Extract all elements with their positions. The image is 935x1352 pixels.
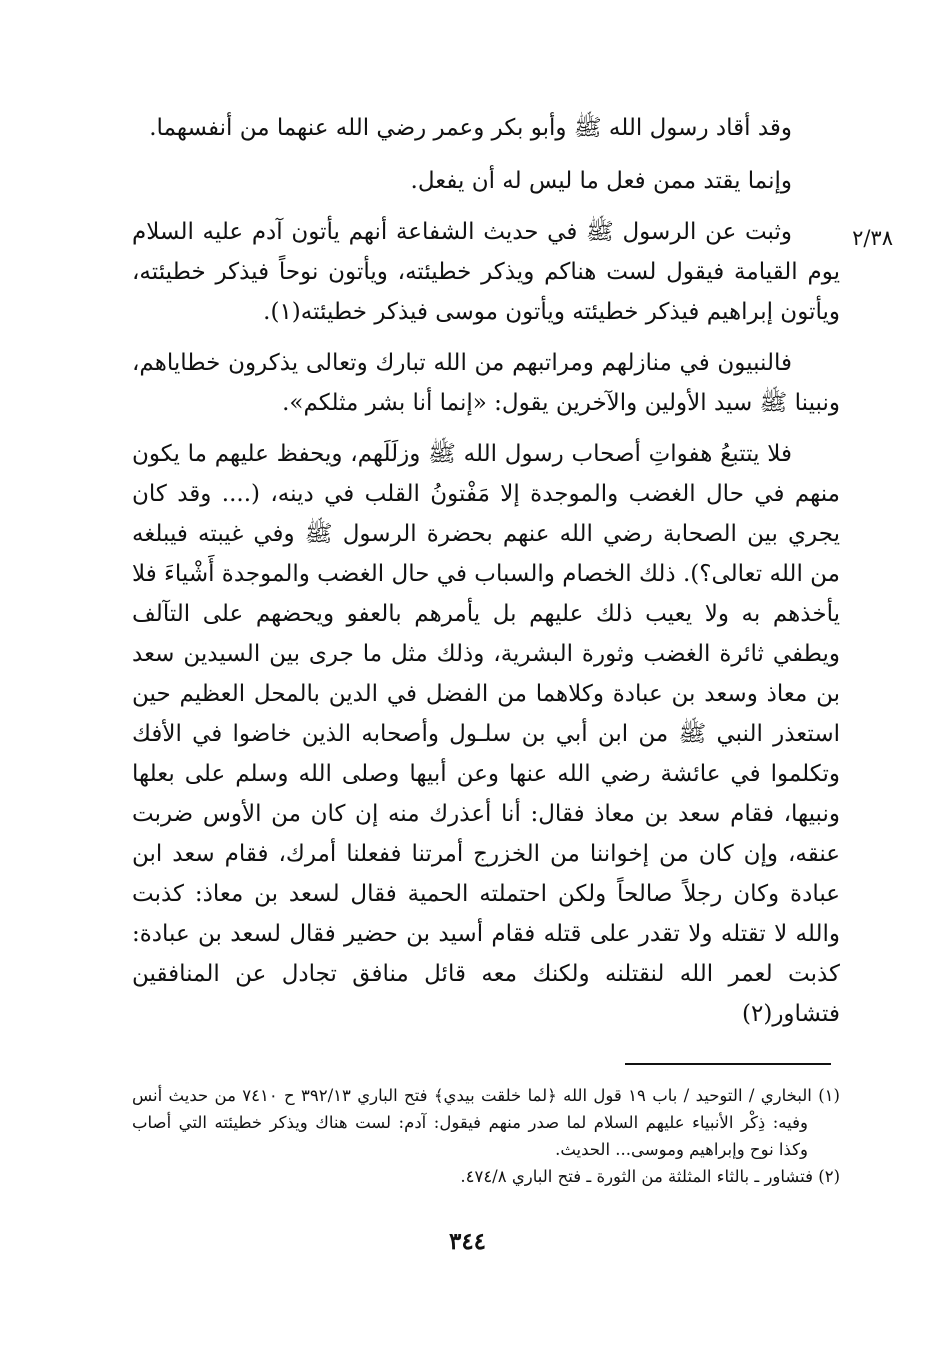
footnote: (١) البخاري / التوحيد / باب ١٩ قول الله ﴿لما خلقت بيدي﴾ فتح الباري ٣٩٢/١٣ ح ٧٤١٠ من حديث أنس وفيه: ذِكْر الأنبياء عليهم السلام لما صدر منهم فيقول: آدم: لست هناك ويذكر خطيئته التي أصاب وكذا نوح وإبراهيم وموسى... الحديث. [132, 1086, 840, 1159]
paragraph: وإنما يقتد ممن فعل ما ليس له أن يفعل. [410, 168, 792, 194]
footnote: (٢) فتشاور ـ بالثاء المثلثة من الثورة ـ فتح الباري ٤٧٤/٨. [460, 1167, 840, 1186]
footnote-separator [625, 1063, 831, 1065]
paragraph: وثبت عن الرسول ﷺ في حديث الشفاعة أنهم يأتون آدم عليه السلام يوم القيامة فيقول لست هناكم ويذكر خطيئته، ويأتون نوحاً فيذكر خطيئته، ويأتون إبراهيم فيذكر خطيئته ويأتون موسى فيذكر خطيئته(١). [132, 219, 840, 325]
body-text [132, 108, 840, 1034]
paragraph: وقد أقاد رسول الله ﷺ وأبو بكر وعمر رضي الله عنهما من أنفسهما. [149, 115, 792, 141]
paragraph: فلا يتتبعُ هفواتِ أصحاب رسول الله ﷺ وزلَلَهم، ويحفظ عليهم ما يكون منهم في حال الغضب والموجدة إلا مَفْتونُ القلب في دينه، (.... وقد كان يجري بين الصحابة رضي الله عنهم بحضرة الرسول ﷺ وفي غيبته فيبلغه من الله تعالى؟). ذلك الخصام والسباب في حال الغضب والموجدة أَشْياءَ فلا يأخذهم به ولا يعيب ذلك عليهم بل يأمرهم بالعفو ويحضهم على التآلف ويطفي ثائرة الغضب وثورة البشرية، وذلك مثل ما جرى بين السيدين سعد بن معاذ وسعد بن عبادة وكلاهما من الفضل في الدين بالمحل العظيم حين استعذر النبي ﷺ من ابن أبي بن سلـول وأصحابه الذين خاضوا في الأفك وتكلموا في عائشة رضي الله عنها وعن أبيها وصلى الله وسلم على بعلها ونبيها، فقام سعد بن معاذ فقال: أنا أعذرك منه إن كان من الأوس ضربت عنقه، وإن كان من إخواننا من الخزرج أمرتنا ففعلنا أمرك، فقام سعد ابن عبادة وكان رجلاً صالحاً ولكن احتملته الحمية فقال لسعد بن معاذ: كذبت والله لا تقتله ولا تقدر على قتله فقام أسيد بن حضير فقال لسعد بن عبادة: كذبت لعمر الله لنقتلنه ولكنك معه قائل منافق تجادل عن المنافقين فتشاور(٢) [132, 441, 840, 1027]
footnotes [132, 1082, 840, 1190]
paragraph: فالنبيون في منازلهم ومراتبهم من الله تبارك وتعالى يذكرون خطاياهم، ونبينا ﷺ سيد الأولين والآخرين يقول: «إنما أنا بشر مثلكم». [132, 350, 840, 416]
margin-reference: ٢/٣٨ [852, 226, 893, 250]
page-number: ٣٤٤ [448, 1228, 487, 1255]
